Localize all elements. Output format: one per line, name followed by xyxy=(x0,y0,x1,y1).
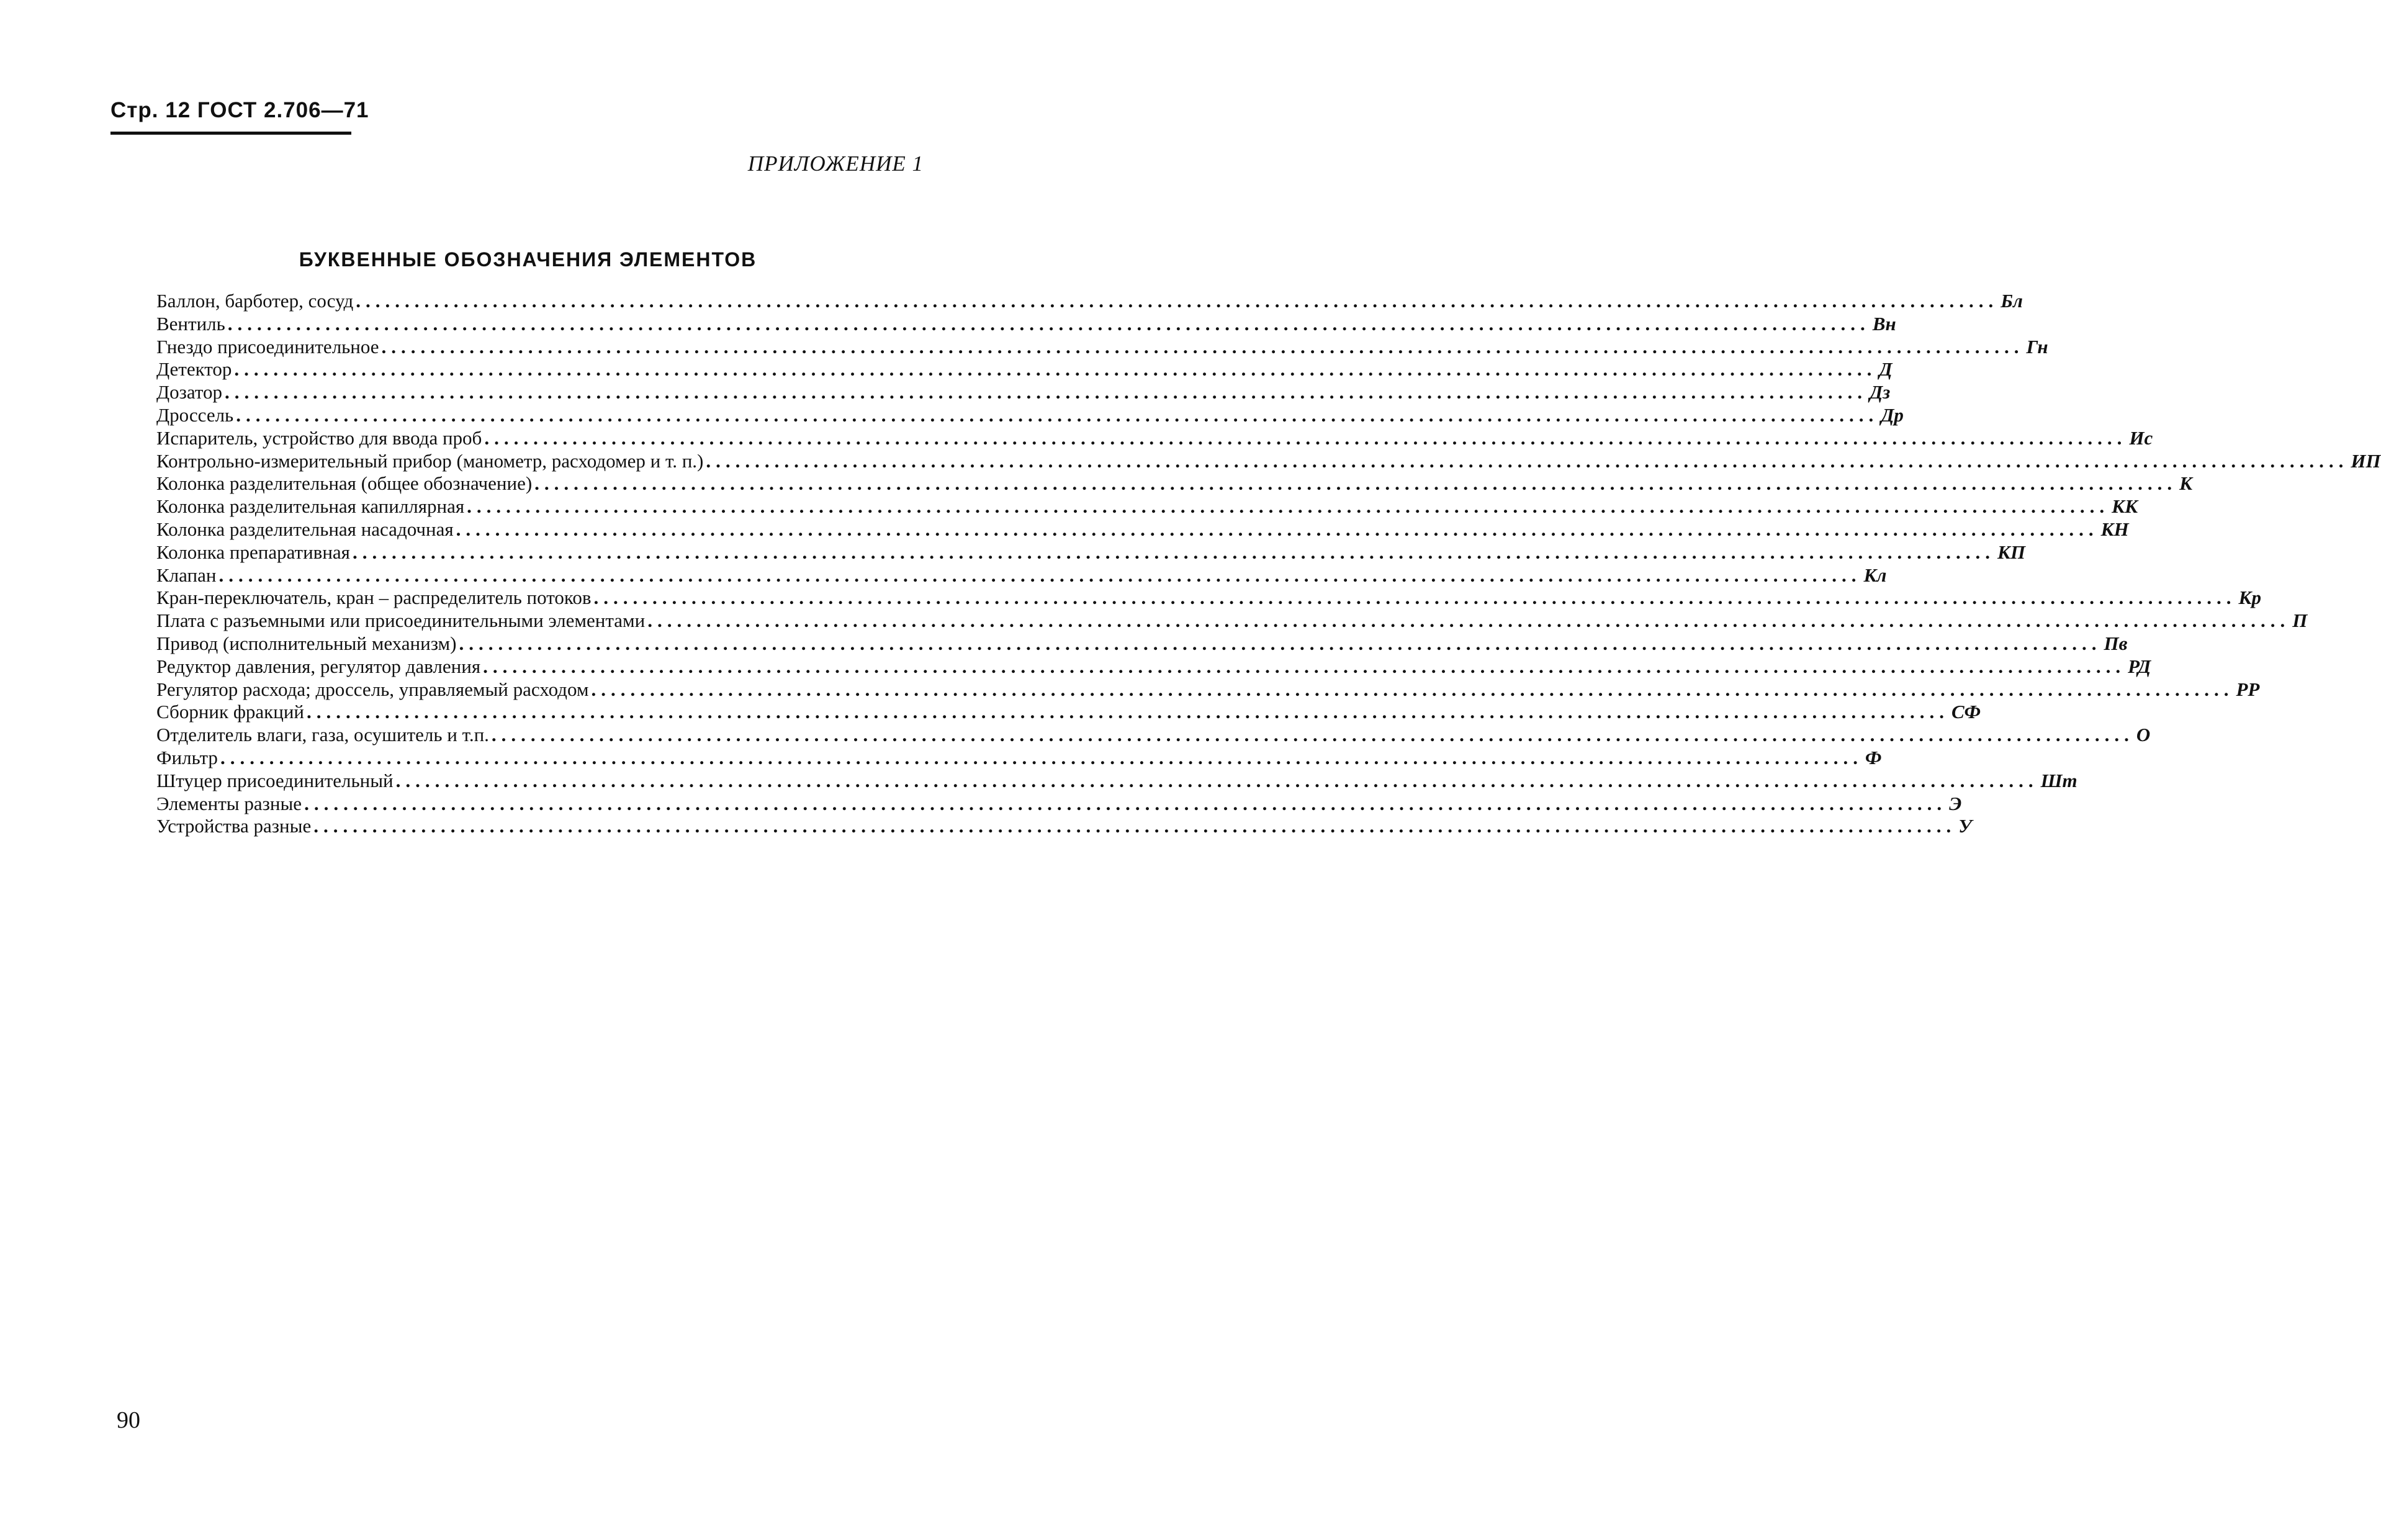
dot-leader: ........................................................................................................................................................................ xyxy=(484,426,2127,449)
dot-leader: ........................................................................................................................................................................ xyxy=(234,358,1877,380)
entry-name: Привод (исполнительный механизм) xyxy=(156,632,457,654)
dot-leader: ........................................................................................................................................................................ xyxy=(467,495,2110,518)
list-item xyxy=(156,792,1962,816)
dot-leader: ........................................................................................................................................................................ xyxy=(395,769,2038,791)
entry-name: Штуцер присоединительный xyxy=(156,769,394,791)
entry-code: Шт xyxy=(2040,769,2077,791)
dot-leader: ........................................................................................................................................................................ xyxy=(706,449,2349,472)
entry-code: РД xyxy=(2128,655,2151,677)
list-item xyxy=(156,518,2129,541)
dot-leader: ........................................................................................................................................................................ xyxy=(491,724,2134,746)
entry-code: Кр xyxy=(2238,587,2262,609)
entry-name: Вентиль xyxy=(156,312,225,335)
list-item xyxy=(156,290,2023,313)
section-title: БУКВЕННЫЕ ОБОЗНАЧЕНИЯ ЭЛЕМЕНТОВ xyxy=(299,248,757,271)
dot-leader: ........................................................................................................................................................................ xyxy=(534,472,2177,495)
dot-leader: ........................................................................................................................................................................ xyxy=(647,610,2290,632)
entry-name: Детектор xyxy=(156,358,232,380)
list-item xyxy=(156,610,2308,633)
entry-name: Колонка разделительная (общее обозначение) xyxy=(156,472,533,495)
entry-code: КК xyxy=(2112,495,2138,518)
entry-name: Испаритель, устройство для ввода проб xyxy=(156,426,482,449)
dot-leader: ........................................................................................................................................................................ xyxy=(459,632,2102,654)
entry-code: Гн xyxy=(2026,335,2048,358)
entry-code: Др xyxy=(1881,403,1904,426)
list-item xyxy=(156,564,1887,587)
list-item xyxy=(156,449,2381,473)
list-item xyxy=(156,472,2193,495)
entry-code: У xyxy=(1958,815,1972,837)
entry-name: Элементы разные xyxy=(156,792,302,814)
entry-name: Гнездо присоединительное xyxy=(156,335,379,358)
entry-name: Устройства разные xyxy=(156,815,312,837)
entry-name: Отделитель влаги, газа, осушитель и т.п. xyxy=(156,724,489,746)
dot-leader: ........................................................................................................................................................................ xyxy=(307,701,1949,723)
list-item xyxy=(156,312,1896,336)
entry-name: Редуктор давления, регулятор давления xyxy=(156,655,481,677)
header-text: Стр. 12 ГОСТ 2.706—71 xyxy=(110,98,369,122)
entry-name: Регулятор расхода; дроссель, управляемый расходом xyxy=(156,678,589,700)
dot-leader: ........................................................................................................................................................................ xyxy=(456,518,2099,540)
entry-code: Вн xyxy=(1872,312,1896,335)
entry-code: КН xyxy=(2100,518,2129,540)
dot-leader: ........................................................................................................................................................................ xyxy=(483,655,2126,677)
entry-code: РР xyxy=(2236,678,2260,700)
list-item xyxy=(156,678,2260,701)
dot-leader: ........................................................................................................................................................................ xyxy=(313,815,1956,837)
entry-code: Ф xyxy=(1865,746,1882,768)
list-item xyxy=(156,724,2151,747)
entry-code: Бл xyxy=(2001,290,2023,312)
dot-leader: ........................................................................................................................................................................ xyxy=(591,678,2234,700)
entry-name: Дозатор xyxy=(156,381,222,403)
entry-name: Плата с разъемными или присоединительными элементами xyxy=(156,610,646,632)
header-rule xyxy=(110,132,351,135)
entry-code: Э xyxy=(1949,792,1962,814)
dot-leader: ........................................................................................................................................................................ xyxy=(593,587,2236,609)
entry-name: Дроссель xyxy=(156,403,234,426)
list-item xyxy=(156,701,1981,724)
entry-code: ИП xyxy=(2351,449,2381,472)
list-item xyxy=(156,655,2151,678)
page-header xyxy=(110,98,369,135)
entry-name: Клапан xyxy=(156,564,217,586)
list-item xyxy=(156,381,1891,404)
entry-code: П xyxy=(2292,610,2308,632)
list-item xyxy=(156,587,2262,610)
dot-leader: ........................................................................................................................................................................ xyxy=(304,792,1947,814)
dot-leader: ........................................................................................................................................................................ xyxy=(381,335,2024,358)
entry-code: СФ xyxy=(1951,701,1981,723)
entry-code: К xyxy=(2179,472,2193,495)
entry-code: Ис xyxy=(2129,426,2153,449)
list-item xyxy=(156,358,1893,381)
entry-code: Кл xyxy=(1863,564,1887,586)
list-item xyxy=(156,335,2048,359)
entry-name: Кран-переключатель, кран – распределитель потоков xyxy=(156,587,592,609)
list-item xyxy=(156,769,2077,793)
entry-code: КП xyxy=(1997,541,2026,563)
entry-name: Фильтр xyxy=(156,746,218,768)
entry-name: Колонка разделительная насадочная xyxy=(156,518,454,540)
list-item xyxy=(156,495,2138,518)
dot-leader: ........................................................................................................................................................................ xyxy=(220,746,1863,768)
dot-leader: ........................................................................................................................................................................ xyxy=(236,403,1879,426)
entry-name: Колонка разделительная капиллярная xyxy=(156,495,465,518)
designations-list xyxy=(156,290,2381,838)
list-item xyxy=(156,815,1972,838)
list-item xyxy=(156,403,1904,427)
dot-leader: ........................................................................................................................................................................ xyxy=(227,312,1870,335)
appendix-label: ПРИЛОЖЕНИЕ 1 xyxy=(747,151,924,176)
entry-name: Баллон, барботер, сосуд xyxy=(156,290,354,312)
dot-leader: ........................................................................................................................................................................ xyxy=(356,290,1999,312)
entry-name: Колонка препаративная xyxy=(156,541,350,563)
entry-code: Д xyxy=(1879,358,1893,380)
entry-code: О xyxy=(2136,724,2151,746)
list-item xyxy=(156,426,2153,450)
list-item xyxy=(156,632,2128,655)
dot-leader: ........................................................................................................................................................................ xyxy=(352,541,1995,563)
list-item xyxy=(156,746,1882,770)
entry-code: Пв xyxy=(2104,632,2128,654)
entry-code: Дз xyxy=(1870,381,1891,403)
entry-name: Сборник фракций xyxy=(156,701,304,723)
dot-leader: ........................................................................................................................................................................ xyxy=(225,381,1867,403)
page-number: 90 xyxy=(117,1407,140,1433)
list-item xyxy=(156,541,2026,564)
entry-name: Контрольно-измерительный прибор (манометр, расходомер и т. п.) xyxy=(156,449,704,472)
dot-leader: ........................................................................................................................................................................ xyxy=(218,564,1861,586)
